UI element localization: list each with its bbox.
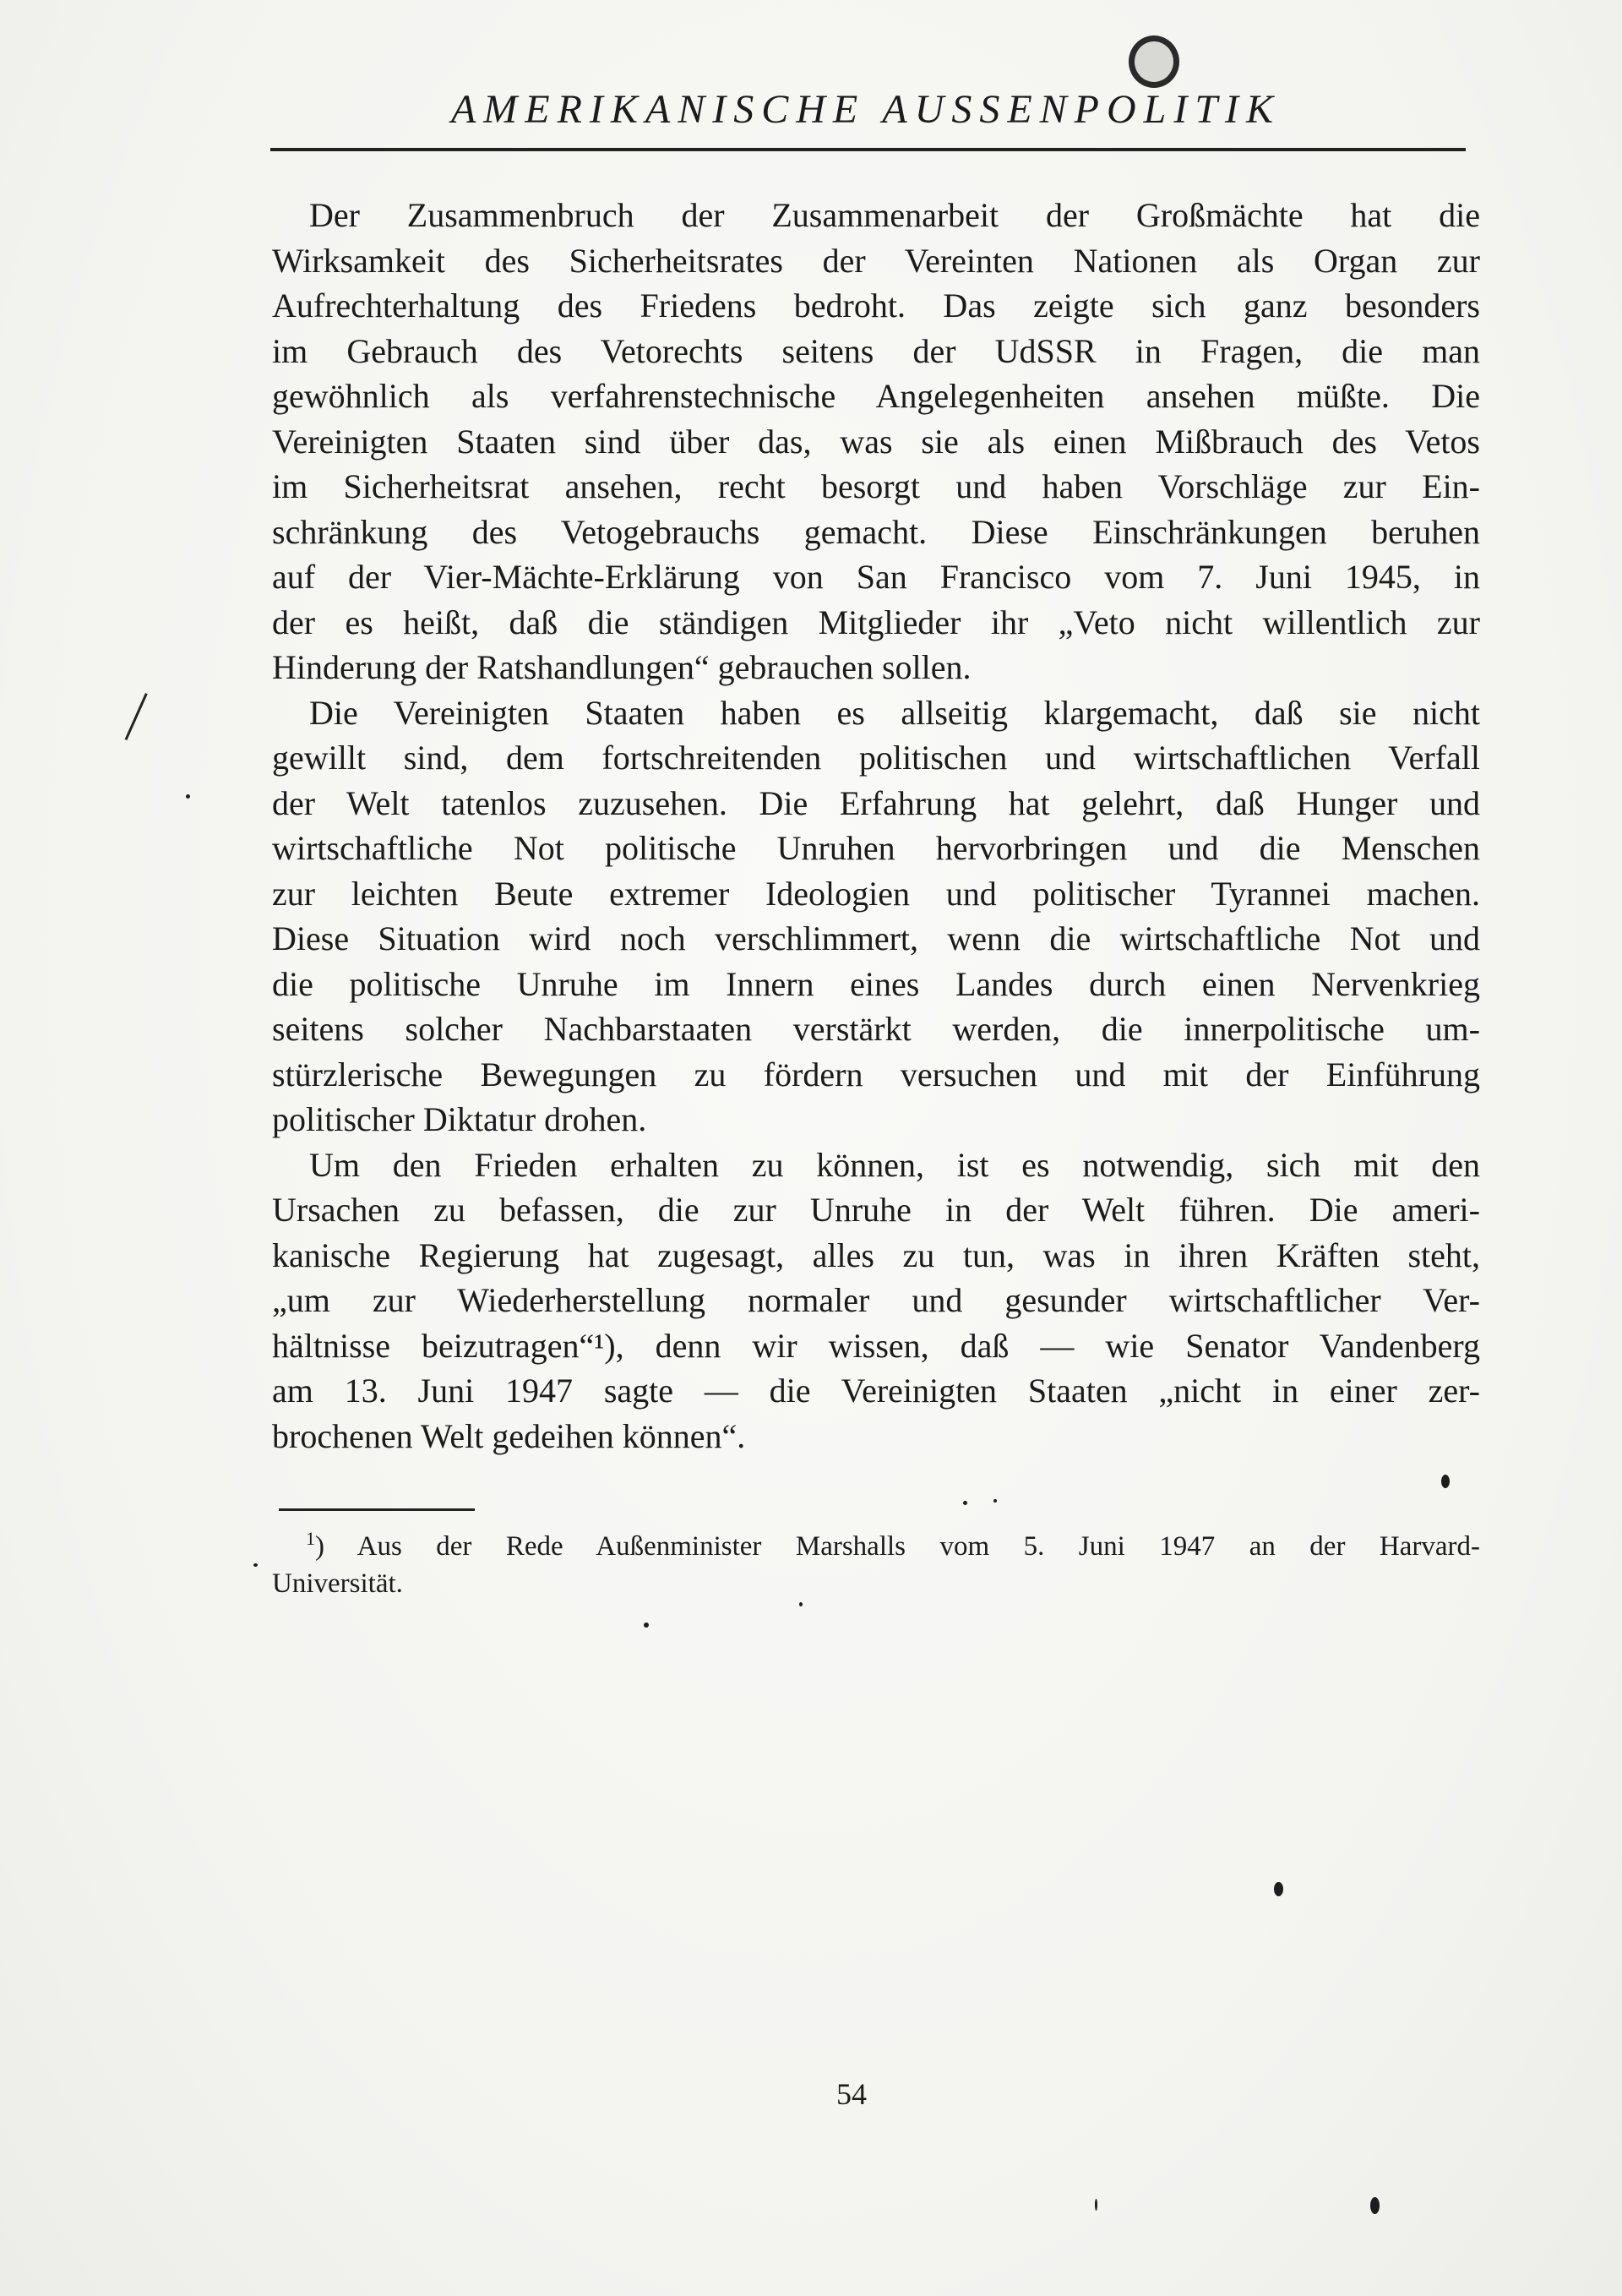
paragraph-1 — [272, 193, 1480, 690]
text-line: am 13. Juni 1947 sagte — die Vereinigten Staaten „nicht in einer zer- — [272, 1372, 1480, 1410]
ink-speck — [1441, 1475, 1450, 1488]
text-line: Vereinigten Staaten sind über das, was sie als einen Mißbrauch des Vetos — [272, 422, 1480, 461]
text-line: Um den Frieden erhalten zu können, ist es notwendig, sich mit den — [309, 1145, 1480, 1184]
text-line: schränkung des Vetogebrauchs gemacht. Diese Einschränkungen beruhen — [272, 512, 1480, 551]
text-line: auf der Vier-Mächte-Erklärung von San Francisco vom 7. Juni 1945, in — [272, 558, 1480, 596]
ink-speck — [993, 1499, 997, 1502]
text-line: gewillt sind, dem fortschreitenden politischen und wirtschaftlichen Verfall — [272, 739, 1480, 777]
ink-speck — [186, 794, 190, 799]
text-line: politischer Diktatur drohen. — [272, 1100, 647, 1138]
page-number: 54 — [836, 2077, 867, 2111]
text-line: brochenen Welt gedeihen können“. — [272, 1416, 746, 1455]
text-line: Diese Situation wird noch verschlimmert, wenn die wirtschaftliche Not und — [272, 919, 1480, 957]
footnote-line: Universität. — [272, 1568, 403, 1599]
text-line: der Welt tatenlos zuzusehen. Die Erfahrung hat gelehrt, daß Hunger und — [272, 783, 1480, 822]
ink-speck — [253, 1563, 258, 1567]
paragraph-2 — [272, 690, 1480, 1143]
body-text — [272, 193, 1480, 1459]
footnote-rule — [279, 1508, 475, 1511]
text-line: zur leichten Beute extremer Ideologien und politischer Tyrannei machen. — [272, 874, 1480, 913]
pencil-mark — [125, 693, 148, 740]
ink-speck — [1095, 2199, 1097, 2211]
ink-speck — [799, 1602, 803, 1606]
text-line: Der Zusammenbruch der Zusammenarbeit der Großmächte hat die — [309, 196, 1480, 234]
footnote-marker: 1 — [306, 1528, 315, 1549]
text-line: „um zur Wiederherstellung normaler und gesunder wirtschaftlicher Ver- — [272, 1281, 1480, 1319]
footnote-text: Aus der Rede Außenminister Marshalls vom 5. Juni 1947 an der Harvard- — [357, 1531, 1480, 1562]
text-line: die politische Unruhe im Innern eines Landes durch einen Nervenkrieg — [272, 964, 1480, 1003]
footnote — [272, 1528, 1480, 1602]
text-line: stürzlerische Bewegungen zu fördern versuchen und mit der Einführung — [272, 1055, 1480, 1093]
text-line: im Sicherheitsrat ansehen, recht besorgt und haben Vorschläge zur Ein- — [272, 467, 1480, 505]
text-line: kanische Regierung hat zugesagt, alles zu tun, was in ihren Kräften steht, — [272, 1235, 1480, 1274]
ink-speck — [1274, 1882, 1283, 1896]
header-rule — [270, 148, 1466, 151]
text-line: wirtschaftliche Not politische Unruhen hervorbringen und die Menschen — [272, 829, 1480, 867]
footnote-paren: ) — [315, 1531, 357, 1562]
ink-speck — [1370, 2197, 1380, 2214]
text-line: Aufrechterhaltung des Friedens bedroht. Das zeigte sich ganz besonders — [272, 286, 1480, 324]
text-line: Die Vereinigten Staaten haben es allseitig klargemacht, daß sie nicht — [309, 693, 1480, 732]
footnote-line — [272, 1528, 1480, 1565]
text-line: Ursachen zu befassen, die zur Unruhe in der Welt führen. Die ameri- — [272, 1191, 1480, 1229]
text-line: Wirksamkeit des Sicherheitsrates der Vereinten Nationen als Organ zur — [272, 241, 1480, 280]
text-line: Hinderung der Ratshandlungen“ gebrauchen sollen. — [272, 648, 972, 686]
paragraph-3 — [272, 1143, 1480, 1459]
text-line: hältnisse beizutragen“¹), denn wir wissen, daß — wie Senator Vandenberg — [272, 1326, 1480, 1365]
text-line: gewöhnlich als verfahrenstechnische Angelegenheiten ansehen müßte. Die — [272, 377, 1480, 415]
text-line: der es heißt, daß die ständigen Mitglieder ihr „Veto nicht willentlich zur — [272, 603, 1480, 641]
text-line: seitens solcher Nachbarstaaten verstärkt werden, die innerpolitische um- — [272, 1010, 1480, 1048]
ink-speck — [963, 1501, 967, 1505]
ink-blot-mark — [1129, 35, 1179, 88]
text-line: im Gebrauch des Vetorechts seitens der UdSSR in Fragen, die man — [272, 331, 1480, 370]
running-title: AMERIKANISCHE AUSSENPOLITIK — [450, 87, 1282, 132]
ink-speck — [644, 1622, 649, 1628]
